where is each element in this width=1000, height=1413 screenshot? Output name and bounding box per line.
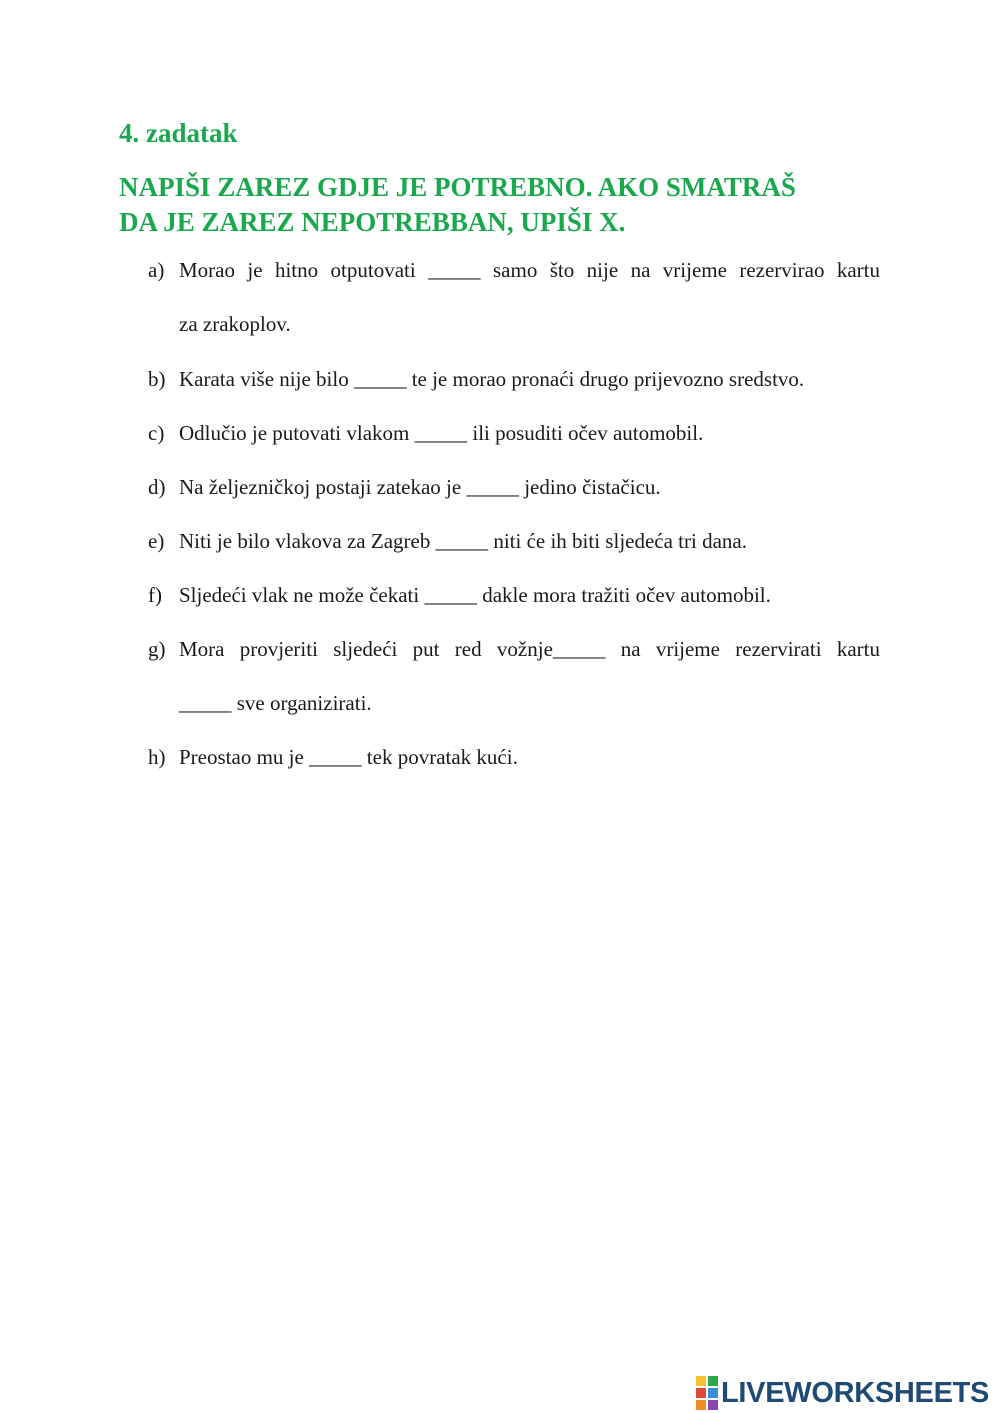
- item-text-continued: _____ sve organizirati.: [179, 691, 372, 715]
- instruction-line-2: DA JE ZAREZ NEPOTREBBAN, UPIŠI X.: [119, 207, 626, 237]
- logo-blocks-icon: [696, 1376, 718, 1410]
- item-letter: g): [148, 637, 166, 661]
- item-text: Na željezničkoj postaji zatekao je _____ jedino čistačicu.: [179, 475, 661, 499]
- item-text-continued: za zrakoplov.: [179, 312, 291, 336]
- item-text: Odlučio je putovati vlakom _____ ili posuditi očev automobil.: [179, 421, 704, 445]
- item-letter: b): [148, 367, 166, 391]
- logo-block: [708, 1376, 718, 1386]
- item-text: Mora provjeriti sljedeći put red vožnje_____ na vrijeme rezervirati kartu: [179, 637, 880, 661]
- item-letter: c): [148, 421, 165, 445]
- logo-block: [708, 1400, 718, 1410]
- logo-block: [696, 1376, 706, 1386]
- item-text: Sljedeći vlak ne može čekati _____ dakle mora tražiti očev automobil.: [179, 583, 771, 607]
- logo-block: [696, 1388, 706, 1398]
- item-letter: f): [148, 583, 162, 607]
- item-text: Niti je bilo vlakova za Zagreb _____ niti će ih biti sljedeća tri dana.: [179, 529, 747, 553]
- item-text: Preostao mu je _____ tek povratak kući.: [179, 745, 518, 769]
- liveworksheets-logo: [696, 1376, 989, 1410]
- item-letter: d): [148, 475, 166, 499]
- item-text: Karata više nije bilo _____ te je morao pronaći drugo prijevozno sredstvo.: [179, 367, 805, 391]
- logo-text: LIVEWORKSHEETS: [721, 1376, 990, 1409]
- item-text: Morao je hitno otputovati _____ samo što nije na vrijeme rezervirao kartu: [179, 258, 880, 282]
- item-letter: e): [148, 529, 165, 553]
- item-letter: h): [148, 745, 166, 769]
- logo-block: [696, 1400, 706, 1410]
- instruction: [119, 170, 919, 240]
- instruction-line-1: NAPIŠI ZAREZ GDJE JE POTREBNO. AKO SMATRAŠ: [119, 172, 796, 202]
- logo-block: [708, 1388, 718, 1398]
- task-title: 4. zadatak: [119, 118, 238, 148]
- item-letter: a): [148, 258, 165, 282]
